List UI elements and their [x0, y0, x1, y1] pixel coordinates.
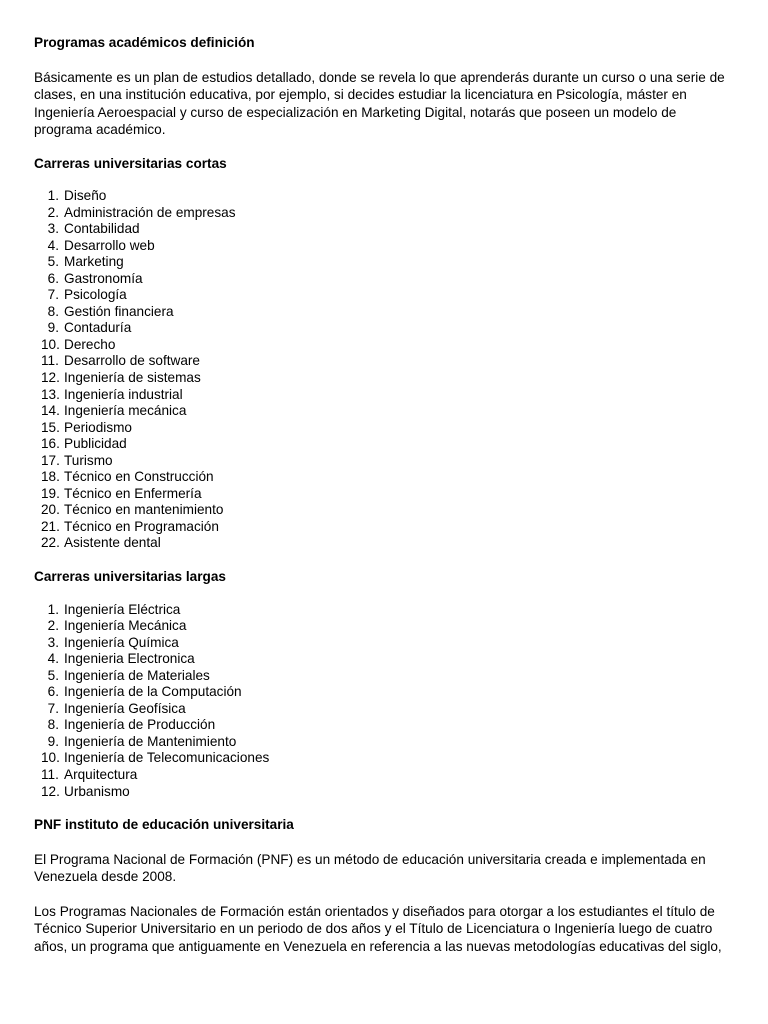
list-item-label: Gastronomía [64, 270, 143, 286]
list-item [34, 205, 734, 222]
list-item-label: Ingeniería Mecánica [64, 618, 187, 634]
list-item-label: Urbanismo [64, 783, 130, 799]
list-item-number: 6. [47, 270, 59, 286]
list-item-label: Contaduría [64, 320, 132, 336]
list-item-label: Diseño [64, 188, 107, 203]
list-item-label: Ingeniería Eléctrica [64, 601, 181, 617]
list-item-number: 21. [41, 518, 60, 534]
list-item-number: 7. [47, 287, 59, 303]
list-item-label: Psicología [64, 287, 127, 303]
list-item-number: 10. [41, 750, 60, 766]
list-item-number: 22. [41, 535, 60, 551]
list-item [34, 469, 734, 486]
list-item-label: Administración de empresas [64, 204, 236, 220]
list-item-label: Ingeniería de Telecomunicaciones [64, 750, 270, 766]
list-item-label: Derecho [64, 336, 116, 352]
list-item-label: Ingeniería mecánica [64, 403, 187, 419]
list-item-label: Arquitectura [64, 767, 138, 782]
list-item [34, 254, 734, 271]
list-item-label: Ingeniería de sistemas [64, 370, 201, 386]
list-item-label: Contabilidad [64, 221, 140, 237]
list-item-label: Desarrollo de software [64, 353, 200, 369]
list-item-number: 6. [47, 684, 59, 700]
list-item [34, 668, 734, 685]
list-item [34, 337, 734, 354]
list-item-label: Ingeniería industrial [64, 386, 183, 402]
list-item-number: 13. [41, 386, 60, 402]
list-item-number: 12. [41, 370, 60, 386]
list-item-label: Técnico en Enfermería [64, 485, 202, 501]
list-item-number: 9. [47, 733, 59, 749]
list-item [34, 767, 734, 784]
list-item [34, 535, 734, 552]
list-item-number: 11. [41, 767, 59, 782]
section-title-carreras-cortas: Carreras universitarias cortas [34, 155, 227, 171]
list-item-number: 7. [47, 700, 59, 716]
list-item-label: Publicidad [64, 436, 127, 452]
list-item-number: 18. [41, 469, 60, 485]
paragraph-programas: Básicamente es un plan de estudios detallado, donde se revela lo que aprenderás durante un curso o una serie de clases, en una institución educativa, por ejemplo, si decides estudiar la licenciatura en Psicología, máster en Ingeniería Aeroespacial y curso de especialización en Marketing Digital, notarás que poseen un modelo de programa académico. [34, 69, 725, 137]
list-item-number: 1. [47, 188, 59, 203]
list-item-number: 5. [47, 667, 59, 683]
list-item [34, 353, 734, 370]
list-item [34, 502, 734, 519]
list-item-number: 2. [47, 618, 59, 634]
list-item-number: 11. [41, 353, 59, 369]
list-item [34, 618, 734, 635]
list-item-label: Marketing [64, 254, 124, 270]
list-item [34, 188, 734, 205]
list-item-label: Ingeniería Geofísica [64, 700, 186, 716]
list-item-label: Turismo [64, 452, 113, 468]
list-item-number: 12. [41, 783, 60, 799]
list-item-number: 4. [47, 237, 59, 253]
list-item [34, 403, 734, 420]
list-item-label: Ingeniería de Producción [64, 717, 216, 733]
list-item-number: 3. [47, 634, 59, 650]
list-item-label: Técnico en Construcción [64, 469, 214, 485]
list-item-number: 10. [41, 336, 60, 352]
list-item-label: Ingeniería de la Computación [64, 684, 242, 700]
list-item-label: Ingeniería Química [64, 634, 179, 650]
list-item-number: 16. [41, 436, 60, 452]
list-item [34, 635, 734, 652]
list-item-label: Periodismo [64, 419, 132, 435]
list-item-number: 17. [41, 452, 60, 468]
list-item [34, 602, 734, 619]
list-item-number: 8. [47, 303, 59, 319]
list-item [34, 717, 734, 734]
list-item-number: 19. [41, 485, 60, 501]
list-item [34, 684, 734, 701]
list-item-number: 2. [47, 204, 59, 220]
list-item-number: 3. [47, 221, 59, 237]
list-item-number: 14. [41, 403, 60, 419]
list-item [34, 221, 734, 238]
list-item [34, 486, 734, 503]
list-item [34, 750, 734, 767]
list-item [34, 784, 734, 801]
list-item [34, 271, 734, 288]
list-item [34, 420, 734, 437]
list-item [34, 453, 734, 470]
section-title-programas: Programas académicos definición [34, 35, 255, 50]
list-item-number: 5. [47, 254, 59, 270]
list-item-label: Ingenieria Electronica [64, 651, 195, 667]
list-item-label: Gestión financiera [64, 303, 174, 319]
list-item [34, 304, 734, 321]
list-item [34, 701, 734, 718]
list-item [34, 436, 734, 453]
section-title-carreras-largas: Carreras universitarias largas [34, 569, 226, 585]
list-item-number: 9. [47, 320, 59, 336]
paragraph-pnf-2: Los Programas Nacionales de Formación están orientados y diseñados para otorgar a los estudiantes el título de Técnico Superior Universitario en un periodo de dos años y el Título de Licenciatura o Ingeniería luego de cuatro años, un programa que antiguamente en Venezuela en referencia a las nuevas metodologías educativas del siglo, [34, 903, 722, 954]
list-item-number: 15. [41, 419, 60, 435]
list-item-number: 8. [47, 717, 59, 733]
list-item-number: 1. [47, 601, 59, 617]
list-item [34, 519, 734, 536]
list-item-label: Ingeniería de Materiales [64, 667, 210, 683]
list-carreras-largas [34, 602, 734, 801]
paragraph-pnf-1: El Programa Nacional de Formación (PNF) es un método de educación universitaria creada e implementada en Venezuela desde 2008. [34, 851, 706, 885]
section-title-pnf: PNF instituto de educación universitaria [34, 817, 294, 833]
list-item [34, 320, 734, 337]
list-item-number: 4. [47, 651, 59, 667]
list-item-label: Ingeniería de Mantenimiento [64, 733, 237, 749]
list-item-label: Técnico en mantenimiento [64, 502, 224, 518]
list-item-label: Asistente dental [64, 535, 161, 551]
list-item [34, 238, 734, 255]
list-item-label: Técnico en Programación [64, 518, 219, 534]
list-carreras-cortas [34, 188, 734, 552]
document-page [34, 35, 734, 955]
list-item [34, 651, 734, 668]
list-item [34, 734, 734, 751]
list-item [34, 370, 734, 387]
list-item-label: Desarrollo web [64, 237, 155, 253]
list-item [34, 287, 734, 304]
list-item [34, 387, 734, 404]
list-item-number: 20. [41, 502, 60, 518]
